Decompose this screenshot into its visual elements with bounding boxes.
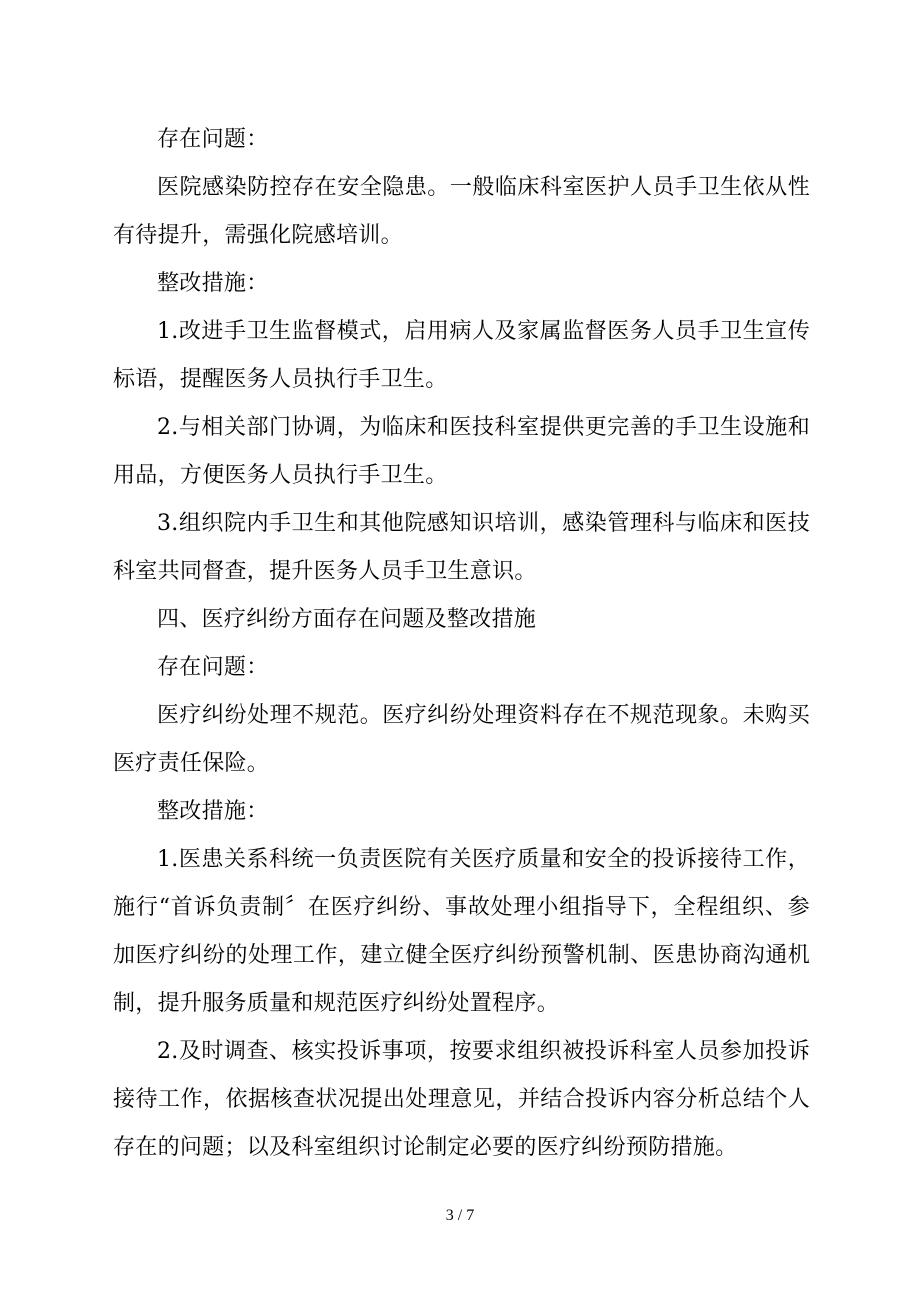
paragraph-dispute-measure-2: 2.及时调查、核实投诉事项，按要求组织被投诉科室人员参加投诉接待工作，依据核查状况提出处理意见，并结合投诉内容分析总结个人存在的问题；以及科室组织讨论制定必要的医疗纠纷预防措施。 (113, 1039, 810, 1160)
section-heading-dispute: 四、医疗纠纷方面存在问题及整改措施 (157, 607, 537, 632)
paragraph-heading-problems: 存在问题： (157, 127, 269, 152)
document-body (113, 116, 810, 1172)
paragraph-infection-problem: 医院感染防控存在安全隐患。一般临床科室医护人员手卫生依从性有待提升，需强化院感培训。 (113, 175, 810, 248)
paragraph-heading-problems-2: 存在问题： (157, 655, 269, 680)
paragraph-dispute-problem: 医疗纠纷处理不规范。医疗纠纷处理资料存在不规范现象。未购买医疗责任保险。 (113, 703, 810, 776)
paragraph-heading-measures: 整改措施： (157, 271, 269, 296)
page-number: 3 / 7 (445, 1207, 475, 1224)
paragraph-measure-2: 2.与相关部门协调，为临床和医技科室提供更完善的手卫生设施和用品，方便医务人员执行手卫生。 (113, 415, 810, 488)
paragraph-dispute-measure-1: 1.医患关系科统一负责医院有关医疗质量和安全的投诉接待工作，施行“首诉负责制〞在医疗纠纷、事故处理小组指导下，全程组织、参加医疗纠纷的处理工作，建立健全医疗纠纷预警机制、医患协商沟通机制，提升服务质量和规范医疗纠纷处置程序。 (113, 847, 810, 1016)
paragraph-measure-3: 3.组织院内手卫生和其他院感知识培训，感染管理科与临床和医技科室共同督查，提升医务人员手卫生意识。 (113, 511, 810, 584)
paragraph-heading-measures-2: 整改措施： (157, 799, 269, 824)
paragraph-measure-1: 1.改进手卫生监督模式，启用病人及家属监督医务人员手卫生宣传标语，提醒医务人员执行手卫生。 (113, 319, 810, 392)
